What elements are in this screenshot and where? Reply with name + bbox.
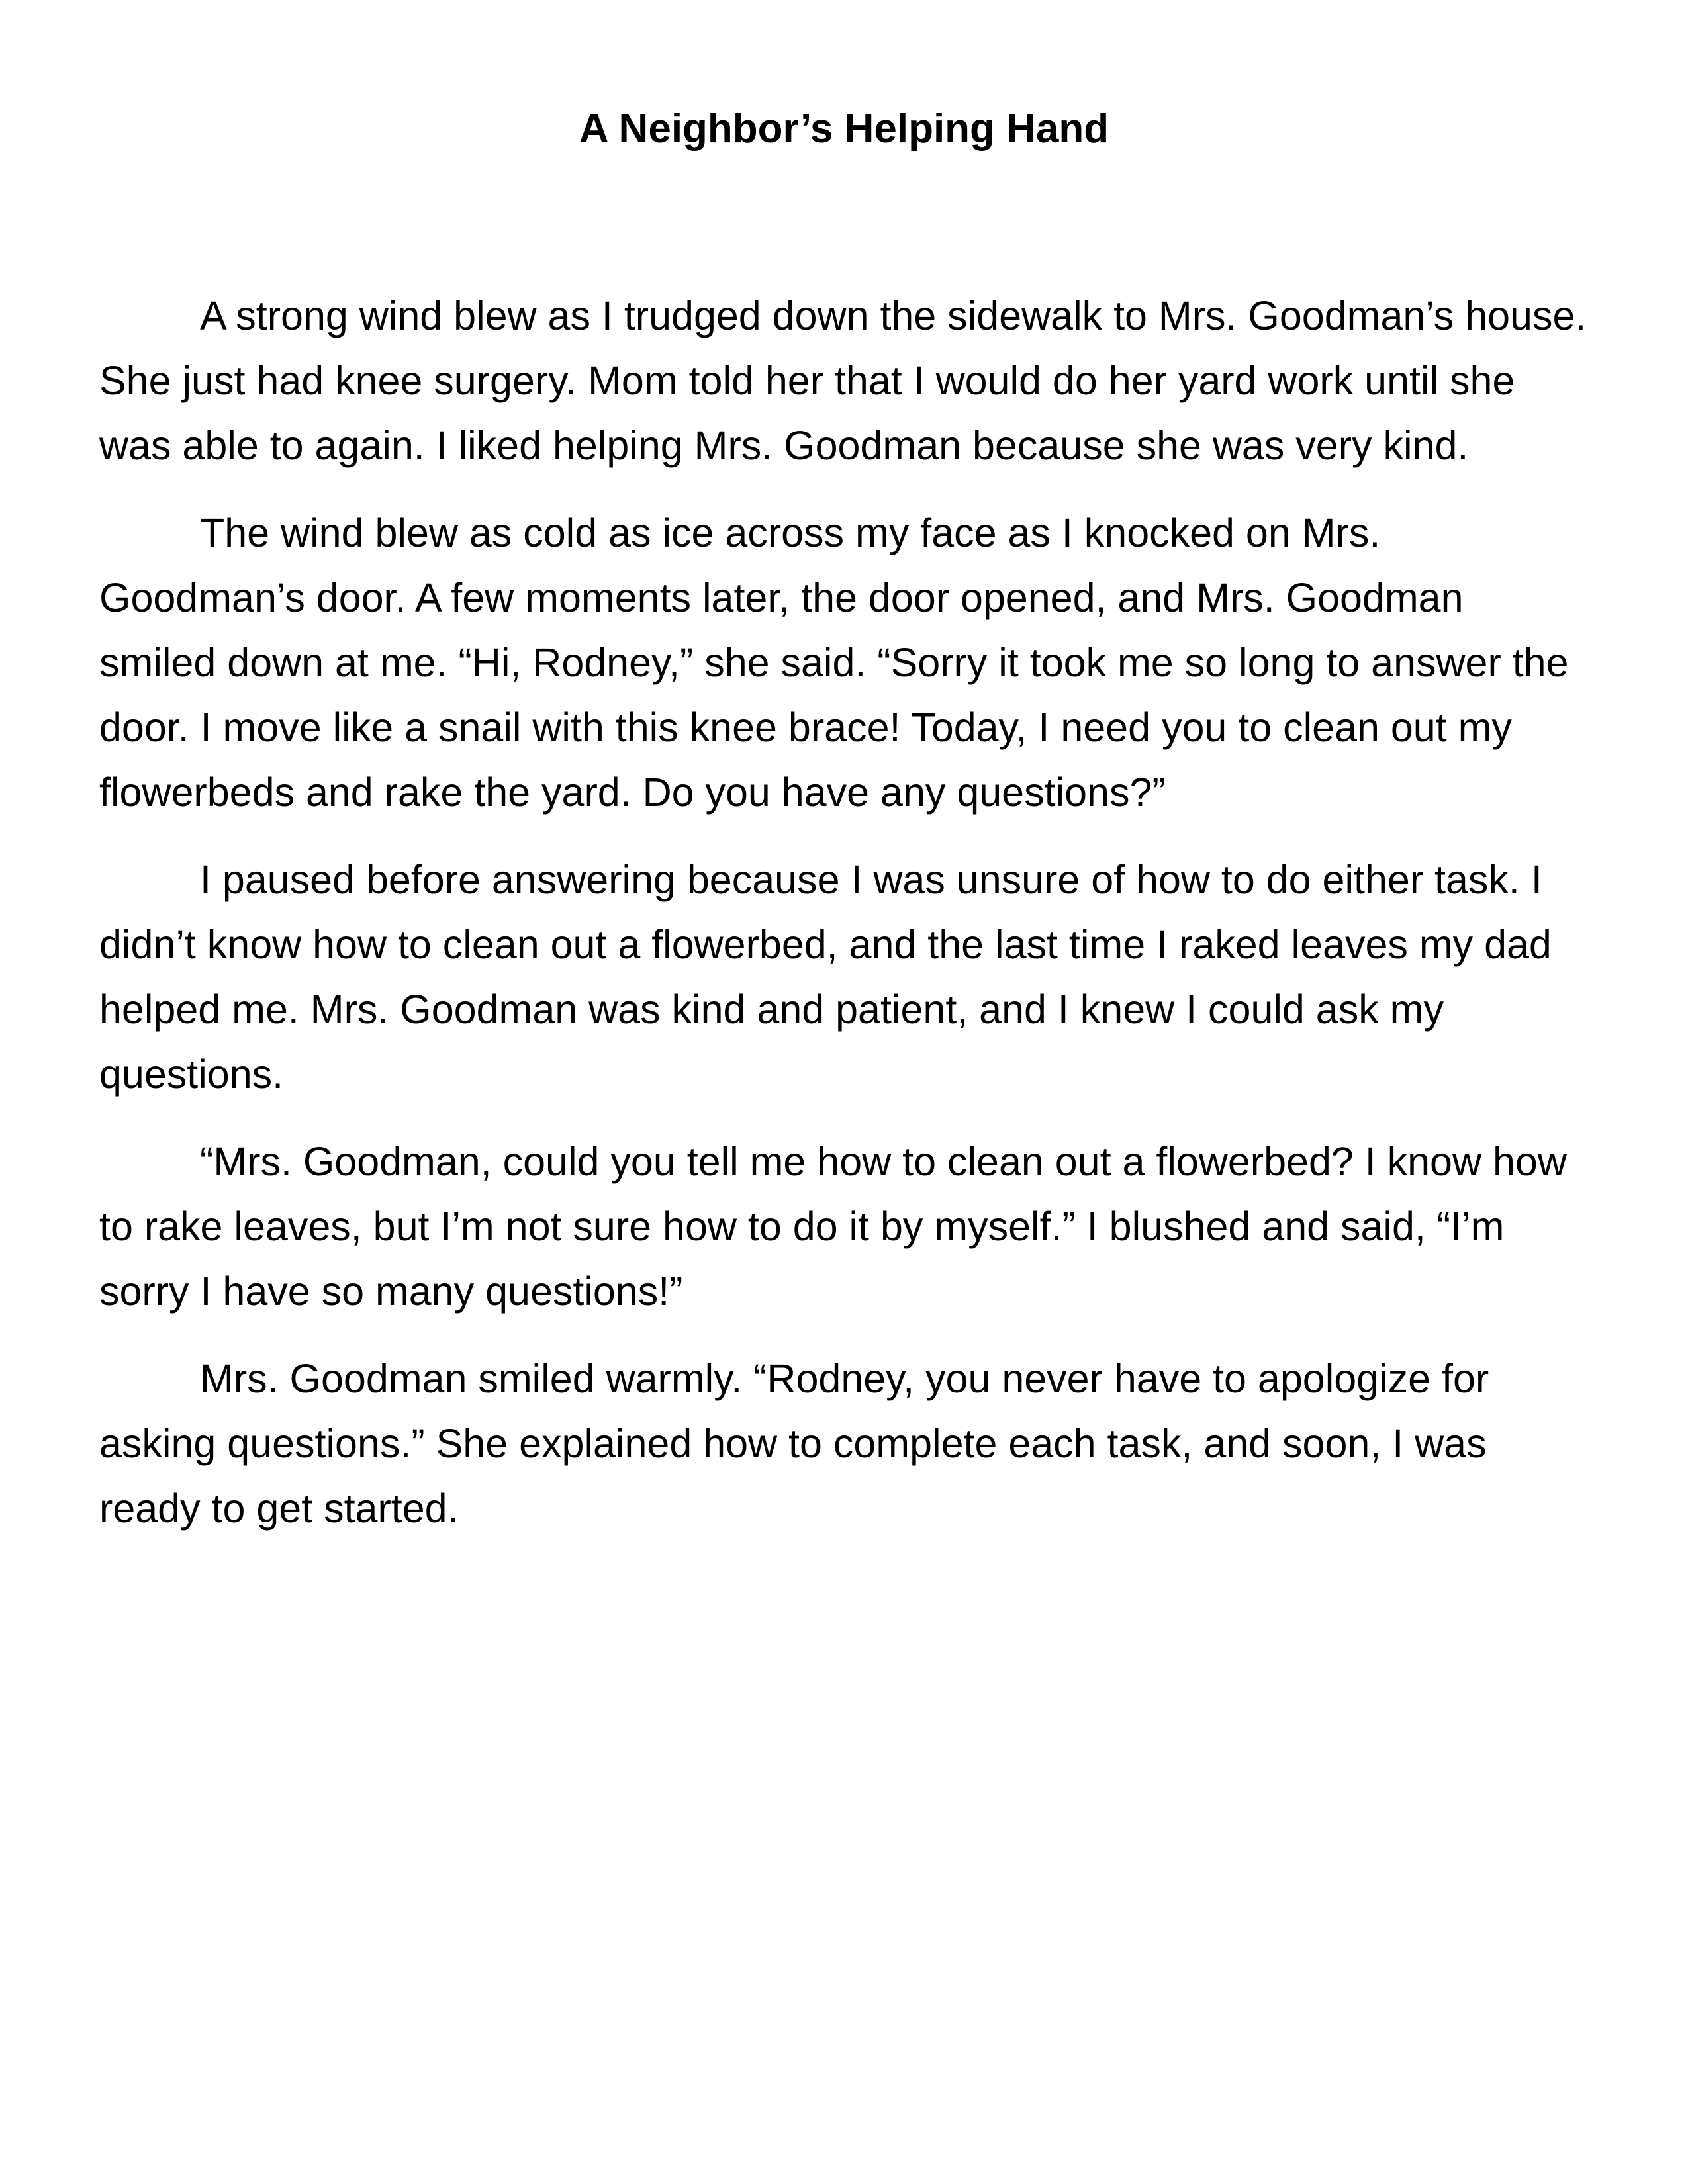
paragraph-3: I paused before answering because I was unsure of how to do either task. I didn’t know how to clean out a flowerbed, and the last time I raked leaves my dad helped me. Mrs. Goodman was kind and patient, and I knew I could ask my questions. — [99, 857, 1552, 1097]
paragraph-1: A strong wind blew as I trudged down the sidewalk to Mrs. Goodman’s house. She just had knee surgery. Mom told her that I would do her yard work until she was able to again. I liked helping Mrs. Goodman because she was very kind. — [99, 293, 1587, 468]
document-title: A Neighbor’s Helping Hand — [579, 106, 1109, 152]
paragraph-4: “Mrs. Goodman, could you tell me how to clean out a flowerbed? I know how to rake leaves, but I’m not sure how to do it by myself.” I blushed and said, “I’m sorry I have so many questions!” — [99, 1139, 1567, 1314]
story-body — [99, 283, 1589, 1541]
document-page — [99, 99, 1589, 1563]
paragraph-5: Mrs. Goodman smiled warmly. “Rodney, you never have to apologize for asking questions.” She explained how to complete each task, and soon, I was ready to get started. — [99, 1356, 1489, 1531]
paragraph-2: The wind blew as cold as ice across my face as I knocked on Mrs. Goodman’s door. A few moments later, the door opened, and Mrs. Goodman smiled down at me. “Hi, Rodney,” she said. “Sorry it took me so long to answer the door. I move like a snail with this knee brace! Today, I need you to clean out my flowerbeds and rake the yard. Do you have any questions?” — [99, 510, 1569, 815]
